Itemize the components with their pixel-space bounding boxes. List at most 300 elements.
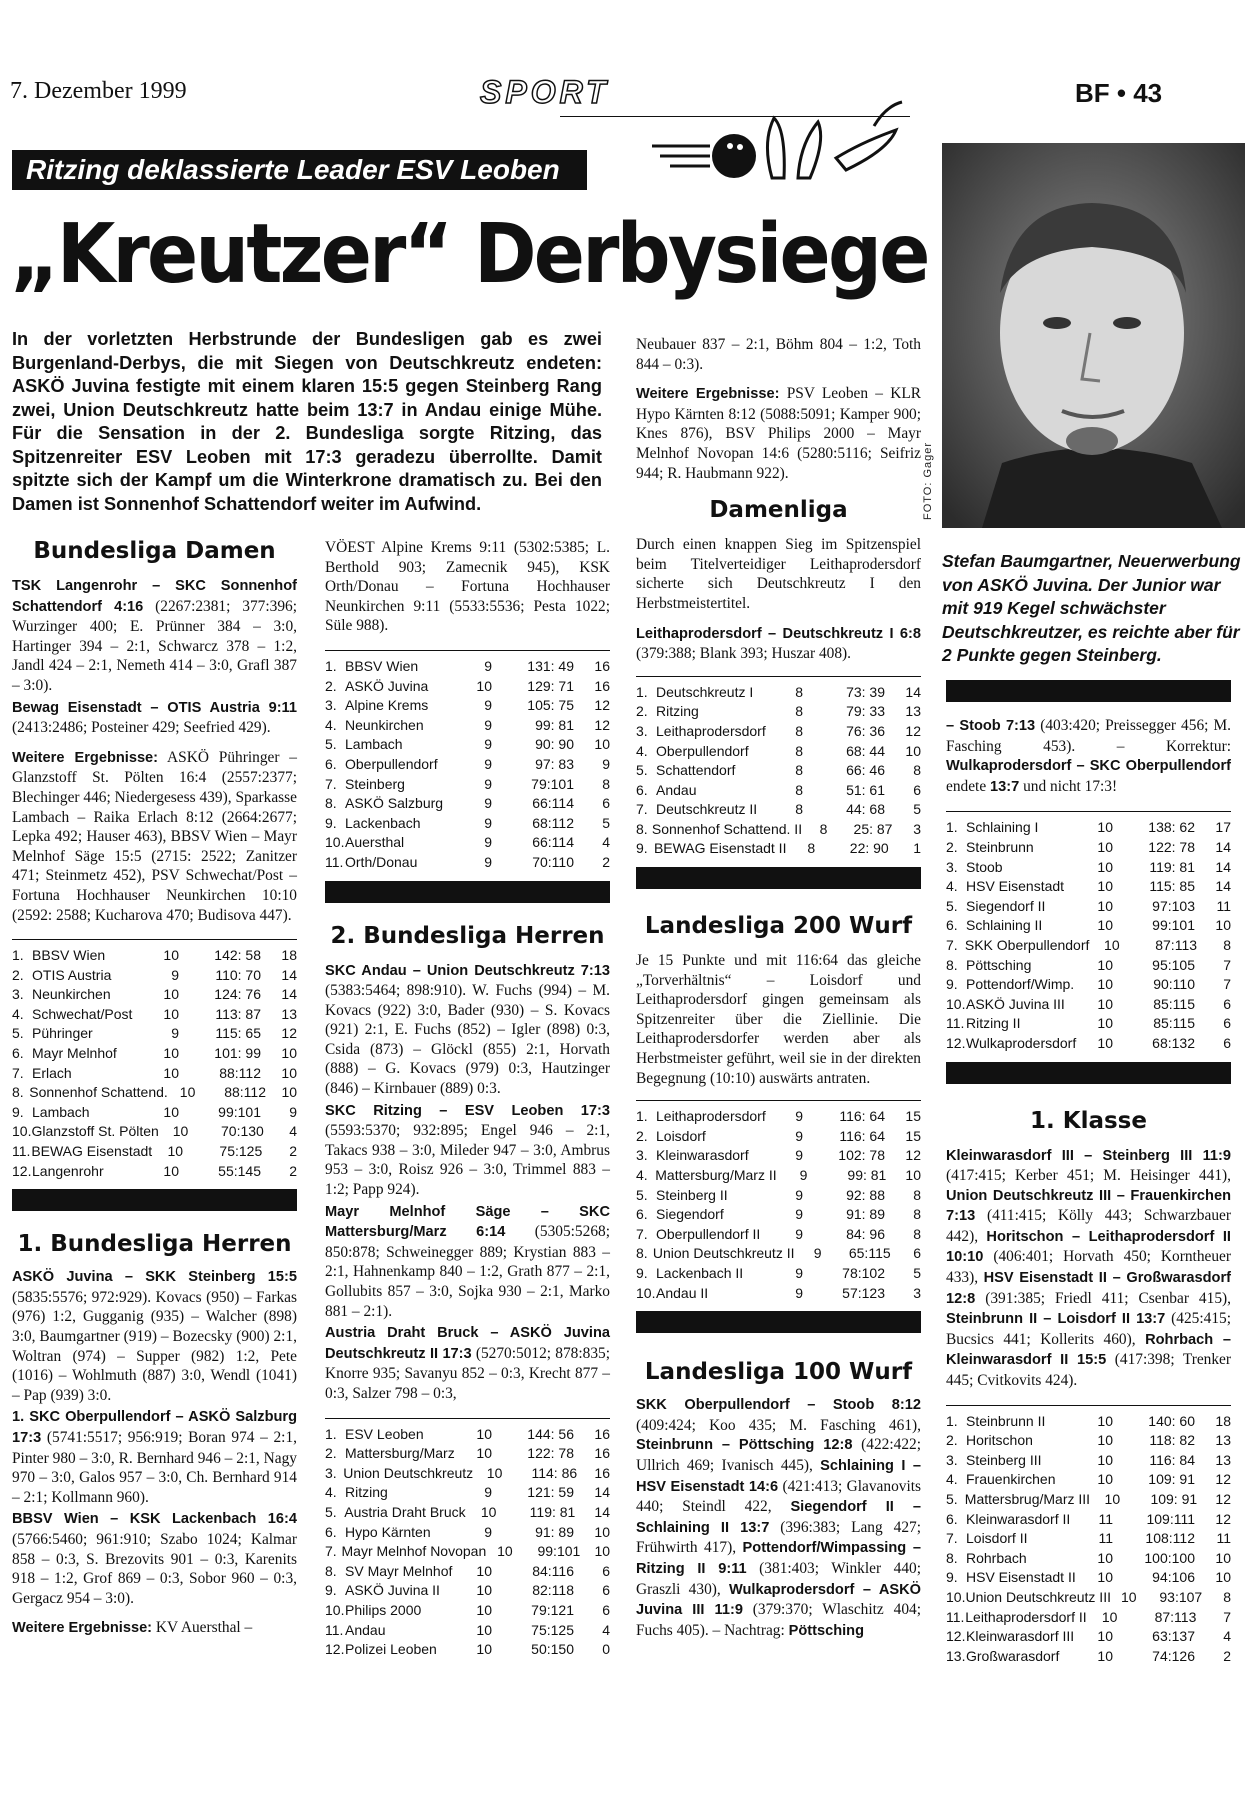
cell-team: Sonnenhof Schattend. II: [651, 820, 803, 837]
table-row: [636, 781, 921, 801]
cell-points: 15: [905, 1108, 921, 1125]
cell-games: 10: [1097, 897, 1113, 914]
cell-score: 116: 64: [839, 1108, 885, 1125]
match-details: (425:415; Bucsics 441; Kollerits 460),: [946, 1310, 1231, 1348]
cell-games: 10: [486, 1464, 503, 1481]
cell-games: 10: [1097, 1569, 1113, 1586]
table-row: [636, 761, 921, 781]
cell-games: 9: [795, 1186, 803, 1203]
cell-points: 16: [594, 1445, 610, 1462]
match-result: SKC Ritzing – ESV Leoben 17:3: [325, 1102, 610, 1119]
cell-score: 91: 89: [535, 1523, 574, 1540]
divider-bar: [946, 680, 1231, 702]
column-3: [636, 335, 921, 1641]
cell-points: 3: [913, 820, 921, 837]
cell-points: 10: [281, 1045, 297, 1062]
table-row: [636, 1166, 921, 1186]
cell-rank: 1.: [636, 1108, 648, 1125]
match-details: (381:403; Winkler 440; Graszli 430),: [636, 1559, 921, 1598]
table-row: [325, 1483, 610, 1503]
standings-table-landesliga-100: [946, 811, 1231, 1053]
cell-rank: 1.: [325, 1425, 337, 1442]
cell-games: 9: [484, 795, 492, 812]
table-row: [12, 1044, 297, 1064]
cell-points: 10: [594, 1543, 611, 1560]
table-row: [325, 657, 610, 677]
cell-points: 8: [913, 1225, 921, 1242]
cell-team: Pottendorf/Wimp.: [966, 976, 1075, 993]
photo-credit: FOTO: Gager: [922, 441, 934, 520]
cell-rank: 6.: [325, 1523, 337, 1540]
cell-team: Loisdorf II: [966, 1530, 1028, 1547]
cell-games: 8: [807, 840, 816, 857]
cell-team: Sonnenhof Schattend.: [29, 1084, 168, 1101]
cell-score: 99: 81: [535, 716, 574, 733]
cell-games: 9: [813, 1245, 822, 1262]
cell-team: Steinberg II: [656, 1186, 728, 1203]
cell-points: 10: [1215, 917, 1231, 934]
cell-rank: 3.: [946, 858, 958, 875]
cell-team: Union Deutschkreutz III: [965, 1588, 1111, 1605]
divider-bar: [636, 867, 921, 889]
cell-score: 102: 78: [838, 1147, 885, 1164]
cell-team: Lambach: [32, 1103, 90, 1120]
cell-games: 9: [484, 755, 492, 772]
cell-games: 9: [484, 716, 492, 733]
cell-score: 99:101: [1152, 917, 1195, 934]
cell-games: 10: [476, 1621, 492, 1638]
cell-games: 10: [1097, 1432, 1113, 1449]
cell-team: Großwarasdorf: [966, 1647, 1060, 1664]
table-row: [325, 794, 610, 814]
table-row: [946, 956, 1231, 976]
cell-games: 9: [484, 697, 492, 714]
match-details: (422:422; Ullrich 469; Ivanisch 445),: [636, 1436, 921, 1474]
cell-points: 16: [594, 1425, 610, 1442]
cell-score: 122: 78: [1148, 838, 1195, 855]
table-row: [325, 696, 610, 716]
cell-score: 68:112: [532, 814, 574, 831]
lead-paragraph: In der vorletzten Herbstrunde der Bundesligen gab es zwei Burgenland-Derbys, die mit Siegen von Deutschkreutz endeten: ASKÖ Juvina festigte mit einem klaren 15:5 gegen Steinberg Rang zwei, Union Deutschkreutz hatte beim 13:7 in Andau einige Mühe. Für die Sensation in der 2. Bundesliga sorgte Ritzing, das Spitzenreiter ESV Leoben mit 17:3 geradezu überrollte. Damit spitzte sich der Kampf um die Winterkrone dramatisch zu. Bei den Damen ist Sonnenhof Schattendorf weiter im Aufwind.: [12, 329, 602, 514]
match-result: TSK Langenrohr – SKC Sonnenhof Schattendorf 4:16: [12, 578, 297, 615]
cell-games: 9: [795, 1284, 803, 1301]
table-row: [946, 995, 1231, 1015]
table-row: [946, 877, 1231, 897]
table-row: [946, 838, 1231, 858]
table-row: [946, 1431, 1231, 1451]
cell-games: 8: [795, 742, 803, 759]
table-row: [325, 814, 610, 834]
cell-rank: 3.: [636, 722, 648, 739]
cell-team: Orth/Donau: [345, 853, 418, 870]
cell-score: 85:115: [1153, 1015, 1195, 1032]
cell-team: Siegendorf: [656, 1206, 724, 1223]
cell-games: 10: [163, 1064, 179, 1081]
table-row: [946, 897, 1231, 917]
cell-games: 10: [167, 1143, 184, 1160]
table-row: [946, 1588, 1231, 1608]
match-result: Austria Draht Bruck – ASKÖ Juvina Deutschkreutz II 17:3: [325, 1325, 610, 1362]
cell-rank: 3.: [946, 1451, 958, 1468]
article-text: [636, 535, 921, 664]
cell-points: 12: [594, 697, 610, 714]
cell-score: 84: 96: [846, 1225, 885, 1242]
table-row: [636, 722, 921, 742]
cell-games: 8: [795, 801, 803, 818]
match-details: (379:370; Wlaschitz 404; Fuchs 405). – Nachtrag:: [636, 1601, 921, 1639]
table-row: [325, 1523, 610, 1543]
cell-rank: 7.: [946, 936, 958, 953]
cell-points: 10: [1215, 1569, 1231, 1586]
cell-team: Union Deutschkreutz II: [652, 1245, 795, 1262]
cell-rank: 7.: [636, 801, 648, 818]
cell-points: 4: [602, 834, 610, 851]
cell-points: 16: [594, 657, 610, 674]
table-row: [12, 1142, 297, 1162]
cell-rank: 7.: [325, 1543, 337, 1560]
table-row: [636, 820, 921, 840]
match-result: Steinbrunn II – Loisdorf II 13:7: [946, 1311, 1166, 1328]
match-result: 1. SKC Oberpullendorf – ASKÖ Salzburg 17:3: [12, 1409, 297, 1446]
player-photo: [942, 143, 1245, 528]
cell-team: Steinberg: [345, 775, 405, 792]
article-text: [946, 1146, 1231, 1391]
cell-rank: 12.: [12, 1162, 32, 1179]
cell-score: 51: 61: [846, 781, 885, 798]
table-row: [325, 1621, 610, 1641]
cell-team: Mattersbrug/Marz III: [964, 1491, 1091, 1507]
table-row: [12, 985, 297, 1005]
article-text: [325, 961, 610, 1404]
cell-games: 8: [795, 703, 803, 720]
cell-points: 14: [594, 1484, 610, 1501]
cell-rank: 4.: [325, 1484, 337, 1501]
cell-games: 10: [1097, 917, 1113, 934]
cell-rank: 9.: [325, 1582, 337, 1599]
cell-score: 25: 87: [853, 820, 893, 837]
cell-points: 2: [1223, 1647, 1231, 1664]
cell-score: 122: 78: [527, 1445, 574, 1462]
cell-rank: 8.: [636, 820, 648, 837]
article-text: [636, 335, 921, 483]
cell-games: 8: [819, 820, 828, 837]
other-results-label: Weitere Ergebnisse:: [636, 386, 780, 403]
cell-score: 138: 62: [1148, 819, 1195, 836]
table-row: [12, 946, 297, 966]
cell-rank: 12.: [946, 1034, 966, 1051]
cell-points: 16: [594, 677, 610, 694]
cell-team: Polizei Leoben: [345, 1641, 437, 1658]
cell-score: 142: 58: [214, 947, 261, 964]
cell-score: 74:126: [1152, 1647, 1195, 1664]
cell-points: 6: [1223, 995, 1231, 1012]
cell-points: 7: [1223, 956, 1231, 973]
cell-games: 9: [795, 1147, 803, 1164]
cell-rank: 3.: [636, 1147, 648, 1164]
article-text: [325, 538, 610, 636]
cell-games: 9: [484, 834, 492, 851]
standings-table-2-bundesliga-herren: [325, 1418, 610, 1660]
table-row: [325, 1425, 610, 1445]
cell-team: Andau: [345, 1621, 386, 1638]
table-row: [325, 1542, 610, 1562]
cell-team: Steinbrunn II: [966, 1412, 1046, 1429]
cell-team: Lambach: [345, 736, 403, 753]
cell-points: 0: [602, 1641, 610, 1658]
cell-team: Schlaining II: [966, 917, 1043, 934]
cell-rank: 6.: [636, 781, 648, 798]
cell-games: 10: [163, 947, 179, 964]
cell-score: 75:125: [219, 1143, 263, 1160]
cell-score: 109: 91: [1150, 1491, 1198, 1507]
cell-points: 16: [594, 1464, 610, 1481]
table-row: [946, 1014, 1231, 1034]
cell-score: 75:125: [531, 1621, 574, 1638]
intro-text: Je 15 Punkte und mit 116:64 das gleiche „Torverhältnis“ – Loisdorf und Leithaprodersdorf gingen gemeinsam als Spitzenreiter über die Ziellinie. Die Leithaprodersdorfer werden aber als Herbstmeister geführt, weil sie in der direkten Begegnung (10:10) auswärts antraten.: [636, 952, 921, 1087]
cell-team: BEWAG Eisenstadt II: [653, 840, 787, 857]
cell-team: Schlaining I: [966, 819, 1039, 836]
cell-team: Alpine Krems: [345, 697, 429, 714]
photo-caption: Stefan Baumgartner, Neuerwerbung von ASKÖ Juvina. Der Junior war mit 919 Kegel schwächster Deutschkreutzer, es reichte aber für 2 Punkte gegen Steinberg.: [942, 551, 1241, 665]
cell-rank: 6.: [946, 917, 958, 934]
standings-table-landesliga-200: [636, 1100, 921, 1303]
cell-games: 9: [795, 1206, 803, 1223]
cell-rank: 2.: [946, 838, 958, 855]
table-row: [636, 1284, 921, 1304]
cell-score: 66:114: [532, 834, 574, 851]
cell-games: 9: [795, 1127, 803, 1144]
cell-points: 14: [1215, 838, 1231, 855]
cell-score: 79:101: [531, 775, 574, 792]
match-result: Wulkaprodersdorf – SKC Oberpullendorf: [946, 758, 1231, 775]
cell-rank: 2.: [636, 1127, 648, 1144]
cell-score: 100:100: [1144, 1549, 1195, 1566]
section-heading-1-bundesliga-herren: 1. Bundesliga Herren: [17, 1231, 292, 1258]
cell-rank: 11.: [12, 1143, 31, 1160]
cell-score: 124: 76: [214, 986, 261, 1003]
cell-score: 78:102: [842, 1264, 885, 1281]
cell-score: 129: 71: [527, 677, 574, 694]
cell-games: 10: [1097, 858, 1113, 875]
cell-team: OTIS Austria: [32, 966, 112, 983]
cell-team: Siegendorf II: [966, 897, 1046, 914]
cell-team: SV Mayr Melnhof: [345, 1562, 453, 1579]
cell-score: 90: 90: [535, 736, 574, 753]
cell-points: 8: [913, 1206, 921, 1223]
match-details: (417:398; Trenker 445; Cvitkovits 424).: [946, 1351, 1231, 1390]
cell-rank: 1.: [325, 657, 337, 674]
cell-points: 14: [1215, 858, 1231, 875]
match-result: Siegendorf II – Schlaining II 13:7: [636, 1499, 921, 1536]
table-row: [325, 1581, 610, 1601]
cell-points: 13: [281, 1005, 297, 1022]
match-result: Kleinwarasdorf III – Steinberg III 11:9: [946, 1147, 1231, 1164]
cell-points: 14: [905, 683, 921, 700]
cell-rank: 2.: [946, 1432, 958, 1449]
cell-games: 10: [163, 1005, 179, 1022]
cell-rank: 1.: [12, 947, 24, 964]
divider-bar: [946, 1062, 1231, 1084]
bowling-logo: [650, 100, 920, 200]
cell-team: Oberpullendorf II: [656, 1225, 761, 1242]
match-details: (403:420; Preissegger 456; M. Fasching 453). – Korrektur:: [946, 717, 1231, 755]
cell-points: 6: [602, 1562, 610, 1579]
cell-games: 8: [795, 781, 803, 798]
table-row: [12, 1083, 297, 1103]
cell-points: 10: [905, 742, 921, 759]
cell-rank: 4.: [325, 716, 337, 733]
cell-rank: 4.: [946, 1471, 958, 1488]
cell-score: 101: 99: [214, 1045, 261, 1062]
cell-points: 10: [1215, 1549, 1231, 1566]
cell-points: 14: [281, 966, 297, 983]
cell-rank: 10.: [636, 1284, 656, 1301]
cell-points: 6: [913, 781, 921, 798]
match-result: HSV Eisenstadt II – Großwarasdorf 12:8: [946, 1270, 1231, 1307]
cell-score: 76: 36: [846, 722, 885, 739]
standings-table-damenliga: [636, 676, 921, 859]
cell-points: 11: [1216, 897, 1231, 914]
cell-rank: 10.: [946, 995, 966, 1012]
cell-games: 8: [795, 762, 803, 779]
match-result: ASKÖ Juvina – SKK Steinberg 15:5: [12, 1269, 297, 1286]
cell-rank: 3.: [325, 697, 337, 714]
cell-games: 10: [1097, 878, 1113, 895]
cell-score: 119: 81: [1149, 858, 1195, 875]
cell-points: 10: [594, 1523, 610, 1540]
cell-team: HSV Eisenstadt: [966, 878, 1065, 895]
cell-score: 87:113: [1155, 936, 1198, 953]
cell-games: 9: [799, 1167, 808, 1183]
cell-team: Schattendorf: [656, 762, 736, 779]
cell-games: 10: [1097, 976, 1113, 993]
cell-score: 144: 56: [527, 1425, 574, 1442]
cell-points: 2: [289, 1162, 297, 1179]
table-row: [325, 833, 610, 853]
cell-score: 108:112: [1145, 1530, 1195, 1547]
table-row: [12, 1122, 297, 1142]
cell-team: Rohrbach: [966, 1549, 1027, 1566]
cell-team: Andau II: [656, 1284, 709, 1301]
match-details: (2413:2486; Posteiner 429; Seefried 429).: [12, 719, 271, 737]
cell-team: ASKÖ Juvina III: [966, 995, 1065, 1012]
cell-rank: 11.: [946, 1608, 965, 1625]
cell-rank: 12.: [946, 1628, 966, 1645]
match-result: Horitschon – Leithaprodersdorf II 10:10: [946, 1228, 1231, 1266]
article-text: [12, 1267, 297, 1639]
cell-team: Andau: [656, 781, 697, 798]
cell-score: 110: 70: [215, 966, 261, 983]
table-row: [946, 1568, 1231, 1588]
cell-rank: 6.: [946, 1510, 958, 1527]
cell-points: 6: [913, 1245, 921, 1262]
cell-games: 10: [476, 1562, 492, 1579]
table-row: [325, 1444, 610, 1464]
cell-games: 10: [1097, 1034, 1113, 1051]
match-details: (5305:5268; 850:878; Schweinegger 889; Krystian 883 – 2:1, Hahnenkamp 840 – 1:2, Grath 877 – 2:1, Gollubits 857 – 3:0, Sojka 930 – 2:1, Marko 881 – 2:1).: [325, 1223, 610, 1320]
column-2: [325, 538, 610, 1660]
cell-team: Wulkaprodersdorf: [966, 1034, 1077, 1051]
cell-team: Leithaprodersdorf: [656, 722, 766, 739]
divider-bar: [325, 881, 610, 903]
other-results-label: Weitere Ergebnisse:: [12, 1620, 153, 1637]
match-result: 13:7: [990, 778, 1020, 795]
cell-score: 70:110: [532, 853, 574, 870]
cell-rank: 7.: [946, 1530, 958, 1547]
cell-score: 99:101: [537, 1543, 581, 1560]
match-details: (5766:5460; 961:910; Szabo 1024; Kalmar 858 – 0:3, S. Brezovits 901 – 0:3, Karenits 918 – 1:2, Grof 869 – 0:3, Sobor 960 – 0:3, Gergacz 954 – 3:0).: [12, 1530, 297, 1607]
cell-games: 10: [497, 1543, 513, 1560]
cell-points: 5: [602, 814, 610, 831]
cell-team: Mayr Melnhof: [32, 1045, 117, 1062]
cell-rank: 11.: [946, 1015, 965, 1032]
table-row: [946, 1608, 1231, 1628]
cell-score: 105: 75: [527, 697, 574, 714]
cell-score: 66: 46: [846, 762, 885, 779]
cell-games: 10: [476, 1445, 492, 1462]
match-result: Rohrbach – Kleinwarasdorf II 15:5: [946, 1331, 1231, 1369]
cell-rank: 11.: [325, 853, 344, 870]
table-row: [325, 716, 610, 736]
table-row: [12, 1005, 297, 1025]
table-row: [946, 1412, 1231, 1432]
match-result: Steinbrunn – Pöttsching 12:8: [636, 1437, 853, 1454]
section-heading-1-klasse: 1. Klasse: [1030, 1107, 1147, 1134]
cell-score: 68: 44: [846, 742, 885, 759]
match-details: (379:388; Blank 393; Huszar 408).: [636, 645, 852, 663]
cell-team: Hypo Kärnten: [345, 1523, 431, 1540]
cell-score: 85:115: [1153, 995, 1195, 1012]
cell-games: 9: [484, 736, 492, 753]
cell-games: 10: [1097, 956, 1113, 973]
cell-games: 10: [163, 1103, 179, 1120]
table-row: [946, 1490, 1231, 1510]
cell-rank: 5.: [946, 897, 958, 914]
cell-team: Glanzstoff St. Pölten: [31, 1123, 159, 1140]
main-headline: „Kreutzer“ Derbysiege: [10, 207, 928, 302]
cell-rank: 7.: [325, 775, 337, 792]
standings-table-1-klasse: [946, 1405, 1231, 1667]
issue-date: 7. Dezember 1999: [10, 78, 187, 104]
divider-bar: [636, 1311, 921, 1333]
table-row: [946, 1034, 1231, 1054]
article-text: [636, 1395, 921, 1641]
cell-points: 12: [905, 1147, 921, 1164]
cell-team: Langenrohr: [32, 1162, 104, 1179]
article-text: [636, 951, 921, 1088]
cell-rank: 11.: [325, 1621, 344, 1638]
cell-games: 9: [484, 1523, 492, 1540]
cell-points: 15: [905, 1127, 921, 1144]
cell-team: Austria Draht Bruck: [344, 1503, 466, 1520]
cell-points: 14: [594, 1503, 610, 1520]
cell-rank: 8.: [636, 1245, 648, 1262]
cell-rank: 1.: [636, 683, 648, 700]
cell-team: Neunkirchen: [32, 986, 111, 1003]
cell-team: ASKÖ Juvina: [345, 677, 429, 694]
cell-team: Oberpullendorf: [345, 755, 438, 772]
cell-games: 10: [172, 1123, 189, 1140]
column-1: [12, 538, 297, 1639]
cell-points: 9: [289, 1103, 297, 1120]
cell-team: Philips 2000: [345, 1601, 422, 1618]
cell-games: 10: [1101, 1608, 1118, 1625]
cell-points: 3: [913, 1284, 921, 1301]
cell-rank: 9.: [636, 840, 648, 857]
match-result: BBSV Wien – KSK Lackenbach 16:4: [12, 1511, 297, 1528]
cell-team: BBSV Wien: [345, 657, 419, 674]
match-details: (421:413; Glavanovits 440; Steindl 422,: [636, 1477, 921, 1516]
